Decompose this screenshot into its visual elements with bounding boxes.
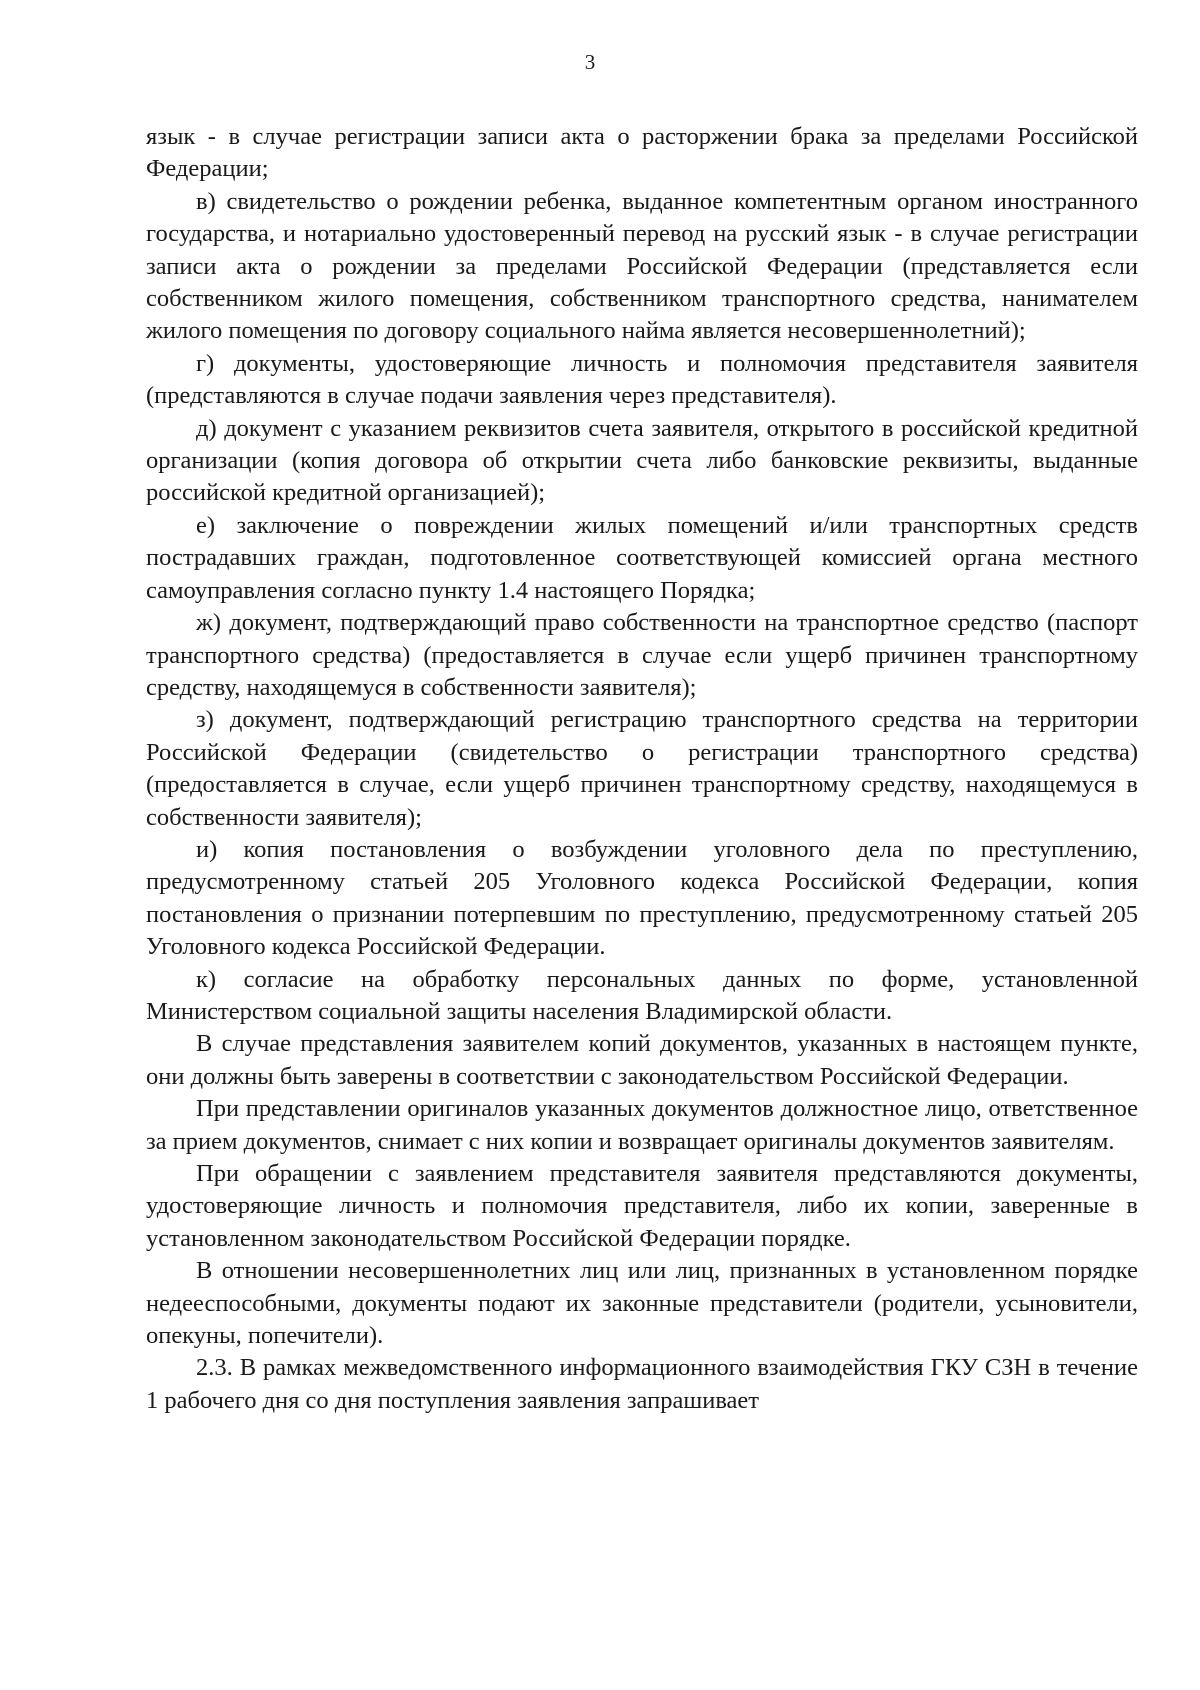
paragraph-item-v: в) свидетельство о рождении ребенка, выданное компетентным органом иностранного государства, и нотариально удостоверенный перевод на русский язык - в случае регистрации записи акта о рождении за пределами Российской Федерации (представляется если собственником жилого помещения, собственником транспортного средства, нанимателем жилого помещения по договору социального найма является несовершеннолетний); [146, 187, 1138, 345]
paragraph-item-e: е) заключение о повреждении жилых помещений и/или транспортных средств пострадавших граждан, подготовленное соответствующей комиссией органа местного самоуправления согласно пункту 1.4 настоящего Порядка; [146, 511, 1138, 604]
paragraph-minors: В отношении несовершеннолетних лиц или лиц, признанных в установленном порядке недееспособными, документы подают их законные представители (родители, усыновители, опекуны, попечители). [146, 1257, 1138, 1350]
paragraph-item-zh: ж) документ, подтверждающий право собственности на транспортное средство (паспорт транспортного средства) (предоставляется в случае если ущерб причинен транспортному средству, находящемуся в собственности заявителя); [146, 609, 1138, 701]
paragraph-item-g: г) документы, удостоверяющие личность и полномочия представителя заявителя (представляются в случае подачи заявления через представителя). [146, 349, 1138, 410]
paragraph-representative: При обращении с заявлением представителя заявителя представляются документы, удостоверяющие личность и полномочия представителя, либо их копии, заверенные в установленном законодательством Российской Федерации порядке. [146, 1160, 1138, 1252]
page-number: 3 [584, 50, 596, 74]
document-body [146, 121, 1138, 1417]
paragraph-item-i: и) копия постановления о возбуждении уголовного дела по преступлению, предусмотренному статьей 205 Уголовного кодекса Российской Федерации, копия постановления о признании потерпевшим по преступлению, предусмотренному статьей 205 Уголовного кодекса Российской Федерации. [146, 835, 1138, 961]
paragraph-copies-certification: В случае представления заявителем копий документов, указанных в настоящем пункте, они должны быть заверены в соответствии с законодательством Российской Федерации. [146, 1030, 1138, 1090]
paragraph-item-k: к) согласие на обработку персональных данных по форме, установленной Министерством социальной защиты населения Владимирской области. [146, 965, 1138, 1025]
paragraph-item-d: д) документ с указанием реквизитов счета заявителя, открытого в российской кредитной организации (копия договора об открытии счета либо банковские реквизиты, выданные российской кредитной организацией); [146, 414, 1138, 507]
paragraph-originals: При представлении оригиналов указанных документов должностное лицо, ответственное за прием документов, снимает с них копии и возвращает оригиналы документов заявителям. [146, 1095, 1138, 1155]
paragraph-item-z: з) документ, подтверждающий регистрацию транспортного средства на территории Российской Федерации (свидетельство о регистрации транспортного средства) (предоставляется в случае, если ущерб причинен транспортному средству, находящемуся в собственности заявителя); [146, 706, 1138, 831]
paragraph-continuation: язык - в случае регистрации записи акта о расторжении брака за пределами Российской Федерации; [146, 123, 1138, 183]
paragraph-section-2-3: 2.3. В рамках межведомственного информационного взаимодействия ГКУ СЗН в течение 1 рабочего дня со дня поступления заявления запрашивает [146, 1354, 1138, 1414]
